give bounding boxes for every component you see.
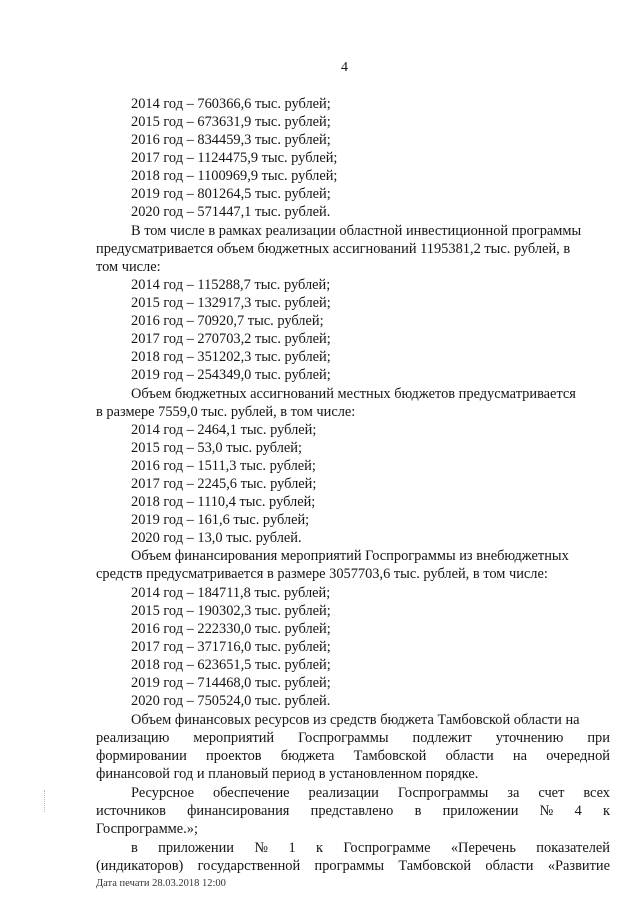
paragraph-line: Объем финансовых ресурсов из средств бюджета Тамбовской области на bbox=[131, 712, 580, 728]
word: уточнению bbox=[495, 730, 564, 746]
paragraph-line: том числе: bbox=[96, 259, 161, 275]
word: Госпрограммы bbox=[397, 785, 489, 801]
funding-line: 2017 год – 2245,6 тыс. рублей; bbox=[131, 476, 317, 492]
paragraph-line: в размере 7559,0 тыс. рублей, в том числе: bbox=[96, 404, 356, 420]
word: подлежит bbox=[412, 730, 472, 746]
funding-line: 2020 год – 571447,1 тыс. рублей. bbox=[131, 204, 331, 220]
paragraph-line-justified bbox=[96, 857, 610, 875]
funding-line: 2017 год – 1124475,9 тыс. рублей; bbox=[131, 150, 338, 166]
margin-mark bbox=[44, 790, 49, 812]
funding-line: 2015 год – 190302,3 тыс. рублей; bbox=[131, 603, 331, 619]
paragraph-line: финансовой год и плановый период в установленном порядке. bbox=[96, 766, 479, 782]
funding-line: 2017 год – 270703,2 тыс. рублей; bbox=[131, 331, 331, 347]
word: за bbox=[507, 785, 520, 801]
word: реализации bbox=[308, 785, 379, 801]
word: 1 bbox=[288, 840, 296, 856]
funding-line: 2018 год – 1100969,9 тыс. рублей; bbox=[131, 168, 338, 184]
funding-line: 2016 год – 222330,0 тыс. рублей; bbox=[131, 621, 331, 637]
word: на bbox=[512, 748, 527, 764]
funding-line: 2015 год – 53,0 тыс. рублей; bbox=[131, 440, 302, 456]
paragraph-line-justified bbox=[131, 839, 610, 857]
word: № bbox=[254, 840, 269, 856]
word: к bbox=[602, 803, 610, 819]
funding-line: 2014 год – 115288,7 тыс. рублей; bbox=[131, 277, 331, 293]
word: Тамбовской bbox=[398, 858, 472, 874]
word: обеспечение bbox=[212, 785, 290, 801]
funding-line: 2020 год – 750524,0 тыс. рублей. bbox=[131, 693, 331, 709]
word: в bbox=[414, 803, 422, 819]
word: реализацию bbox=[96, 730, 170, 746]
funding-line: 2016 год – 70920,7 тыс. рублей; bbox=[131, 313, 324, 329]
paragraph-line: Объем бюджетных ассигнований местных бюджетов предусматривается bbox=[131, 386, 576, 402]
funding-line: 2019 год – 714468,0 тыс. рублей; bbox=[131, 675, 331, 691]
funding-line: 2019 год – 254349,0 тыс. рублей; bbox=[131, 367, 331, 383]
print-date-footer: Дата печати 28.03.2018 12:00 bbox=[96, 878, 226, 889]
word: Госпрограммы bbox=[298, 730, 389, 746]
word: счет bbox=[538, 785, 565, 801]
word: государственной bbox=[197, 858, 301, 874]
funding-line: 2019 год – 161,6 тыс. рублей; bbox=[131, 512, 310, 528]
funding-line: 2015 год – 673631,9 тыс. рублей; bbox=[131, 114, 331, 130]
word: области bbox=[485, 858, 534, 874]
word: формировании bbox=[96, 748, 187, 764]
funding-line: 2014 год – 760366,6 тыс. рублей; bbox=[131, 96, 331, 112]
word: источников bbox=[96, 803, 166, 819]
funding-line: 2017 год – 371716,0 тыс. рублей; bbox=[131, 639, 331, 655]
paragraph-line-justified bbox=[131, 784, 610, 802]
word: приложении bbox=[158, 840, 235, 856]
word: представлено bbox=[310, 803, 394, 819]
paragraph-line: предусматривается объем бюджетных ассигнований 1195381,2 тыс. рублей, в bbox=[96, 241, 571, 257]
funding-line: 2018 год – 623651,5 тыс. рублей; bbox=[131, 657, 331, 673]
funding-line: 2018 год – 351202,3 тыс. рублей; bbox=[131, 349, 331, 365]
word: «Развитие bbox=[547, 858, 610, 874]
funding-line: 2014 год – 184711,8 тыс. рублей; bbox=[131, 585, 331, 601]
funding-line: 2016 год – 1511,3 тыс. рублей; bbox=[131, 458, 316, 474]
funding-line: 2015 год – 132917,3 тыс. рублей; bbox=[131, 295, 331, 311]
word: при bbox=[587, 730, 610, 746]
word: всех bbox=[583, 785, 610, 801]
word: 4 bbox=[574, 803, 582, 819]
word: Ресурсное bbox=[131, 785, 194, 801]
paragraph-line-justified bbox=[96, 729, 610, 747]
word: области bbox=[445, 748, 494, 764]
word: (индикаторов) bbox=[96, 858, 184, 874]
funding-line: 2014 год – 2464,1 тыс. рублей; bbox=[131, 422, 317, 438]
word: проектов bbox=[206, 748, 262, 764]
funding-line: 2016 год – 834459,3 тыс. рублей; bbox=[131, 132, 331, 148]
paragraph-line: В том числе в рамках реализации областной инвестиционной программы bbox=[131, 223, 582, 239]
word: приложении bbox=[442, 803, 519, 819]
word: финансирования bbox=[187, 803, 290, 819]
paragraph-line-justified bbox=[96, 802, 610, 820]
funding-line: 2018 год – 1110,4 тыс. рублей; bbox=[131, 494, 316, 510]
word: в bbox=[131, 840, 138, 856]
page-number: 4 bbox=[341, 60, 348, 75]
paragraph-line: средств предусматривается в размере 3057703,6 тыс. рублей, в том числе: bbox=[96, 566, 548, 582]
word: Госпрограмме bbox=[343, 840, 431, 856]
word: очередной bbox=[546, 748, 610, 764]
paragraph-line: Объем финансирования мероприятий Госпрограммы из внебюджетных bbox=[131, 548, 569, 564]
funding-line: 2020 год – 13,0 тыс. рублей. bbox=[131, 530, 302, 546]
word: № bbox=[539, 803, 554, 819]
word: мероприятий bbox=[193, 730, 275, 746]
paragraph-line: Госпрограмме.»; bbox=[96, 821, 198, 837]
word: программы bbox=[314, 858, 384, 874]
word: показателей bbox=[536, 840, 610, 856]
paragraph-line-justified bbox=[96, 747, 610, 765]
word: «Перечень bbox=[450, 840, 516, 856]
word: бюджета bbox=[280, 748, 335, 764]
funding-line: 2019 год – 801264,5 тыс. рублей; bbox=[131, 186, 331, 202]
word: к bbox=[315, 840, 323, 856]
word: Тамбовской bbox=[353, 748, 427, 764]
